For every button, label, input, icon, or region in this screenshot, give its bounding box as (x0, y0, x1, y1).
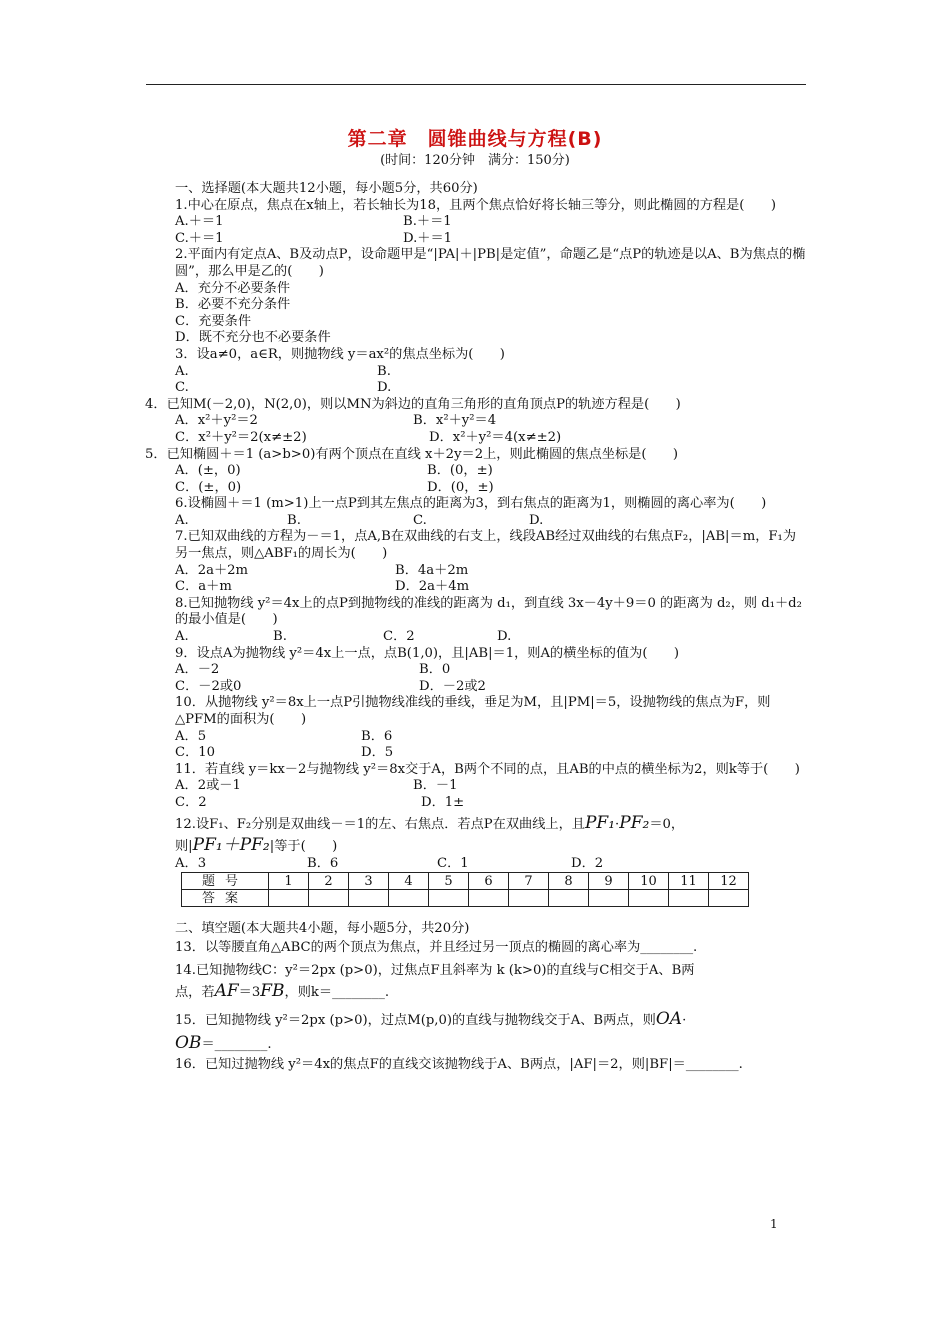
option-row (175, 795, 807, 812)
option-c: C．(±，0) (175, 479, 242, 495)
option-row (175, 430, 807, 447)
option-d: D. (497, 629, 512, 645)
question-stem (175, 834, 807, 856)
option-a: A.＋＝1 (175, 214, 224, 230)
vector-ob: OB (175, 1033, 202, 1054)
vector-oa: OA (655, 1009, 683, 1030)
question-stem: 7.已知双曲线的方程为－＝1，点A,B在双曲线的右支上，线段AB经过双曲线的右焦点F₂，|AB|＝m，F₁为另一焦点，则△ABF₁的周长为( ) (175, 529, 797, 562)
option-b: B．0 (419, 662, 451, 678)
option-d: D．2a＋4m (395, 579, 470, 595)
table-cell: 7 (509, 873, 549, 890)
answer-cell[interactable] (389, 890, 429, 907)
option-c: C．2 (175, 794, 207, 810)
option-c: C．－2或0 (175, 678, 242, 694)
table-cell: 11 (669, 873, 709, 890)
option-b: B．必要不充分条件 (175, 297, 291, 313)
option-a: A．5 (175, 728, 207, 744)
question-stem (175, 979, 807, 1003)
option-row (175, 579, 807, 596)
option-row (175, 513, 807, 530)
answer-cell[interactable] (469, 890, 509, 907)
option-row (175, 679, 807, 696)
option-row (175, 629, 807, 646)
option-d: D．1± (421, 794, 465, 810)
answer-cell[interactable] (669, 890, 709, 907)
option-row (175, 364, 807, 381)
vector-fb: FB (260, 981, 285, 1002)
option-d: D．5 (361, 745, 394, 761)
option-b: B．x²＋y²＝4 (413, 413, 497, 429)
option-c: C．x²＋y²＝2(x≠±2) (175, 429, 307, 445)
table-cell: 9 (589, 873, 629, 890)
question-stem: 10．从抛物线 y²＝8x上一点P引抛物线准线的垂线，垂足为M，且|PM|＝5，设抛物线的焦点为F，则△PFM的面积为( ) (175, 695, 771, 727)
answer-cell[interactable] (549, 890, 589, 907)
question-text: 则| (175, 838, 193, 854)
option-a: A．充分不必要条件 (175, 280, 291, 296)
page-number: 1 (770, 1217, 778, 1231)
option-c: C．1 (437, 855, 469, 871)
option-b: B. (377, 363, 391, 379)
question-stem: 11．若直线 y＝kx－2与抛物线 y²＝8x交于A，B两个不同的点，且AB的中点的横坐标为2，则k等于( ) (175, 761, 800, 777)
option-row (175, 856, 807, 873)
table-cell: 6 (469, 873, 509, 890)
option-b: B.＋＝1 (403, 214, 452, 230)
option-c: C.＋＝1 (175, 230, 224, 246)
answer-cell[interactable] (589, 890, 629, 907)
option-a: A．2a＋2m (175, 562, 249, 578)
option-row (175, 463, 807, 480)
dot-symbol: · (682, 1013, 687, 1029)
table-header-cell: 题号 (182, 873, 269, 890)
vector-pf2: PF₂ (619, 812, 650, 833)
section-heading: 二、填空题(本大题共4小题，每小题5分，共20分) (175, 921, 470, 937)
option-c: C．充要条件 (175, 313, 252, 329)
question-text: ＝3 (238, 985, 261, 1001)
answer-cell[interactable] (509, 890, 549, 907)
table-cell: 4 (389, 873, 429, 890)
option-c: C．10 (175, 745, 216, 761)
question-stem (175, 812, 807, 834)
table-cell: 2 (309, 873, 349, 890)
vector-pf1: PF₁ (584, 812, 616, 833)
question-stem: 14.已知抛物线C：y²＝2px (p>0)，过焦点F且斜率为 k (k>0)的直线与C相交于A、B两 (175, 962, 695, 978)
table-row (182, 890, 749, 907)
question-stem: 8.已知抛物线 y²＝4x上的点P到抛物线的准线的距离为 d₁，到直线 3x－4y＋9＝0 的距离为 d₂，则 d₁＋d₂的最小值是( ) (175, 595, 802, 628)
option-b: B．6 (307, 855, 339, 871)
option-d: D．既不充分也不必要条件 (175, 330, 331, 346)
question-stem: 3．设a≠0，a∈R，则抛物线 y＝ax²的焦点坐标为( ) (175, 346, 505, 362)
question-text: 12.设F₁、F₂分别是双曲线－＝1的左、右焦点．若点P在双曲线上，且 (175, 816, 585, 832)
option-d: D．－2或2 (419, 678, 486, 694)
question-stem: 6.设椭圆＋＝1 (m>1)上一点P到其左焦点的距离为3，到右焦点的距离为1，则椭圆的离心率为( ) (175, 496, 767, 512)
option-a: A．x²＋y²＝2 (175, 413, 258, 429)
question-stem (175, 1007, 807, 1031)
option-d: D．2 (571, 855, 604, 871)
question-stem: 2.平面内有定点A、B及动点P，设命题甲是“|PA|＋|PB|是定值”，命题乙是“点P的轨迹是以A、B为焦点的椭圆”，那么甲是乙的( ) (175, 247, 806, 279)
question-stem: 5．已知椭圆＋＝1 (a>b>0)有两个顶点在直线 x＋2y＝2上，则此椭圆的焦点坐标是( ) (145, 446, 679, 462)
table-cell: 3 (349, 873, 389, 890)
option-row (175, 662, 807, 679)
option-d: D. (377, 380, 392, 396)
question-text: ＝________. (201, 1037, 272, 1053)
question-text: ＝0， (649, 816, 685, 832)
question-text: 点，若 (175, 985, 215, 1001)
answer-cell[interactable] (269, 890, 309, 907)
option-d: D. (529, 512, 544, 528)
option-c: C. (175, 380, 189, 396)
question-text: ，则k＝________. (284, 985, 390, 1001)
vector-sum: PF₁＋PF₂ (192, 834, 270, 855)
answer-cell[interactable] (629, 890, 669, 907)
question-text: 15．已知抛物线 y²＝2px (p>0)，过点M(p,0)的直线与抛物线交于A、B两点，则 (175, 1013, 656, 1029)
question-stem: 16．已知过抛物线 y²＝4x的焦点F的直线交该抛物线于A、B两点，|AF|＝2，则|BF|＝________. (175, 1057, 743, 1073)
option-b: B．6 (361, 728, 393, 744)
option-c: C. (413, 512, 427, 528)
option-row (175, 413, 807, 430)
option-d: D.＋＝1 (403, 230, 453, 246)
vector-af: AF (214, 981, 239, 1002)
option-row (175, 480, 807, 497)
option-a: A. (175, 512, 189, 528)
option-c: C．2 (383, 629, 415, 645)
table-cell: 5 (429, 873, 469, 890)
option-row (175, 380, 807, 397)
option-row (175, 778, 807, 795)
option-a: A．3 (175, 855, 207, 871)
option-b: B．(0，±) (427, 463, 493, 479)
option-row (175, 563, 807, 580)
option-a: A．2或－1 (175, 778, 241, 794)
header-rule (146, 84, 806, 85)
page-title: 第二章 圆锥曲线与方程(B) (347, 128, 603, 150)
option-b: B．4a＋2m (395, 562, 469, 578)
question-stem (175, 1031, 807, 1055)
option-row (175, 729, 807, 746)
option-row (175, 231, 807, 248)
section-heading: 一、选择题(本大题共12小题，每小题5分，共60分) (175, 181, 478, 196)
dot-symbol: · (615, 816, 620, 832)
answer-cell[interactable] (309, 890, 349, 907)
answer-cell[interactable] (429, 890, 469, 907)
option-b: B．－1 (413, 778, 458, 794)
question-stem: 13．以等腰直角△ABC的两个顶点为焦点，并且经过另一顶点的椭圆的离心率为________. (175, 939, 698, 955)
page-subtitle: (时间：120分钟 满分：150分) (380, 153, 570, 168)
table-header-cell: 答案 (182, 890, 269, 907)
table-cell: 12 (709, 873, 749, 890)
question-stem: 4．已知M(－2,0)，N(2,0)，则以MN为斜边的直角三角形的直角顶点P的轨迹方程是( ) (145, 396, 681, 412)
answer-table (181, 872, 749, 907)
option-b: B. (287, 512, 301, 528)
table-cell: 10 (629, 873, 669, 890)
document-body (145, 181, 807, 1074)
question-text: |等于( ) (269, 838, 338, 854)
option-a: A. (175, 363, 189, 379)
table-cell: 1 (269, 873, 309, 890)
option-row (175, 214, 807, 231)
table-row (182, 873, 749, 890)
answer-cell[interactable] (349, 890, 389, 907)
option-c: C．a＋m (175, 579, 232, 595)
option-a: A. (175, 629, 189, 645)
answer-cell[interactable] (709, 890, 749, 907)
table-cell: 8 (549, 873, 589, 890)
option-row (175, 745, 807, 762)
option-a: A．－2 (175, 662, 220, 678)
question-stem: 1.中心在原点，焦点在x轴上，若长轴长为18，且两个焦点恰好将长轴三等分，则此椭圆的方程是( ) (175, 197, 776, 213)
option-a: A．(±，0) (175, 463, 241, 479)
option-d: D．x²＋y²＝4(x≠±2) (429, 429, 562, 445)
question-stem: 9．设点A为抛物线 y²＝4x上一点，点B(1,0)，且|AB|＝1，则A的横坐标的值为( ) (175, 645, 679, 661)
option-d: D．(0，±) (427, 479, 494, 495)
option-b: B. (273, 629, 287, 645)
